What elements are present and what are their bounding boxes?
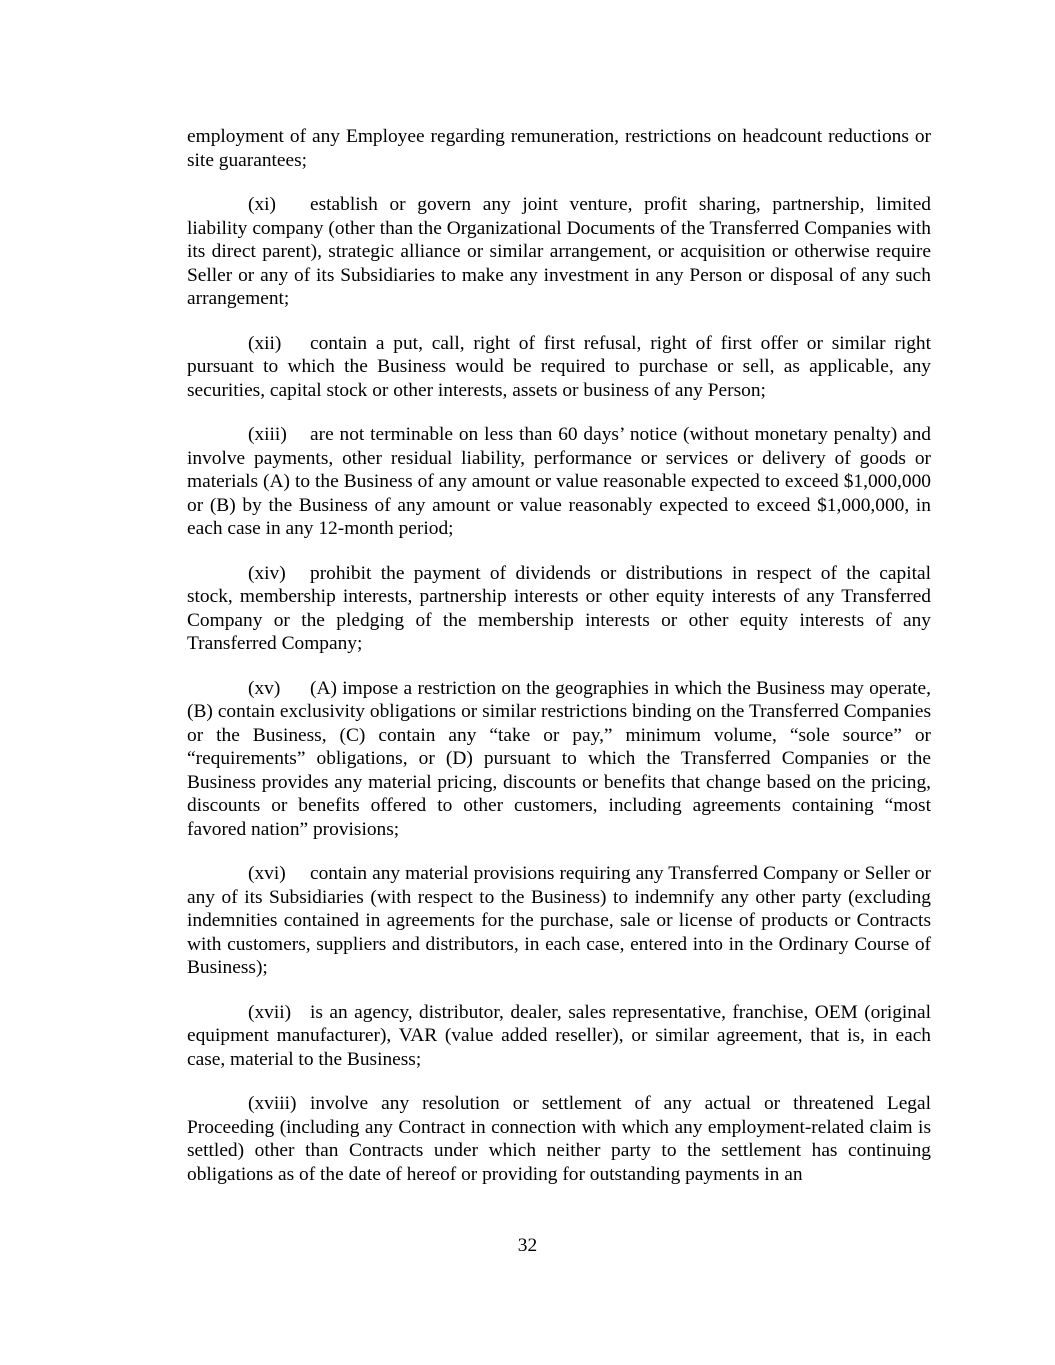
- clause-number: (xv): [248, 677, 281, 699]
- clause-xv: [187, 677, 931, 842]
- clause-xviii: [187, 1092, 931, 1186]
- clause-xvi: [187, 862, 931, 980]
- clause-number: (xvi): [248, 863, 286, 884]
- clause-xiii: [187, 423, 931, 541]
- clause-number: (xviii): [248, 1093, 297, 1114]
- clause-text: contain any material provisions requiring any Transferred Company or Seller or any of its Subsidiaries (with respect to the Business) to indemnify any other party (excluding indemnities contained in agreements for the purchase, sale or license of products or Contracts with customers, suppliers and distributors, in each case, entered into in the Ordinary Course of Business);: [187, 863, 931, 978]
- continued-paragraph: employment of any Employee regarding remuneration, restrictions on headcount reductions or site guarantees;: [187, 126, 931, 171]
- clause-text: contain a put, call, right of first refusal, right of first offer or similar right pursuant to which the Business would be required to purchase or sell, as applicable, any securities, capital stock or other interests, assets or business of any Person;: [187, 332, 931, 401]
- clause-text: establish or govern any joint venture, profit sharing, partnership, limited liability company (other than the Organizational Documents of the Transferred Companies with its direct parent), strategic alliance or similar arrangement, or acquisition or otherwise require Seller or any of its Subsidiaries to make any investment in any Person or disposal of any such arrangement;: [187, 194, 931, 309]
- document-body: [187, 125, 931, 1207]
- clause-xiv: [187, 562, 931, 656]
- clause-number: (xii): [248, 332, 282, 354]
- clause-number: (xiv): [248, 562, 286, 584]
- clause-xi: [187, 193, 931, 311]
- page-number: 32: [517, 1235, 538, 1256]
- clause-text: are not terminable on less than 60 days’ notice (without monetary penalty) and involve payments, other residual liability, performance or services or delivery of goods or materials (A) to the Business of any amount or value reasonable expected to exceed $1,000,000 or (B) by the Business of any amount or value reasonably expected to exceed $1,000,000, in each case in any 12-month period;: [187, 424, 931, 539]
- clause-text: prohibit the payment of dividends or distributions in respect of the capital stock, membership interests, partnership interests or other equity interests of any Transferred Company or the pledging of the membership interests or other equity interests of any Transferred Company;: [187, 562, 931, 654]
- clause-number: (xiii): [248, 424, 287, 445]
- clause-text: (A) impose a restriction on the geographies in which the Business may operate, (B) contain exclusivity obligations or similar restrictions binding on the Transferred Companies or the Business, (C) contain any “take or pay,” minimum volume, “sole source” or “requirements” obligations, or (D) pursuant to which the Transferred Companies or the Business provides any material pricing, discounts or benefits that change based on the pricing, discounts or benefits offered to other customers, including agreements containing “most favored nation” provisions;: [187, 677, 931, 840]
- clause-text: involve any resolution or settlement of any actual or threatened Legal Proceeding (including any Contract in connection with which any employment-related claim is settled) other than Contracts under which neither party to the settlement has continuing obligations as of the date of hereof or providing for outstanding payments in an: [187, 1093, 931, 1185]
- clause-text: is an agency, distributor, dealer, sales representative, franchise, OEM (original equipment manufacturer), VAR (value added reseller), or similar agreement, that is, in each case, material to the Business;: [187, 1001, 931, 1070]
- clause-xii: [187, 332, 931, 403]
- clause-xvii: [187, 1001, 931, 1072]
- clause-number: (xvii): [248, 1001, 292, 1023]
- clause-number: (xi): [248, 194, 276, 215]
